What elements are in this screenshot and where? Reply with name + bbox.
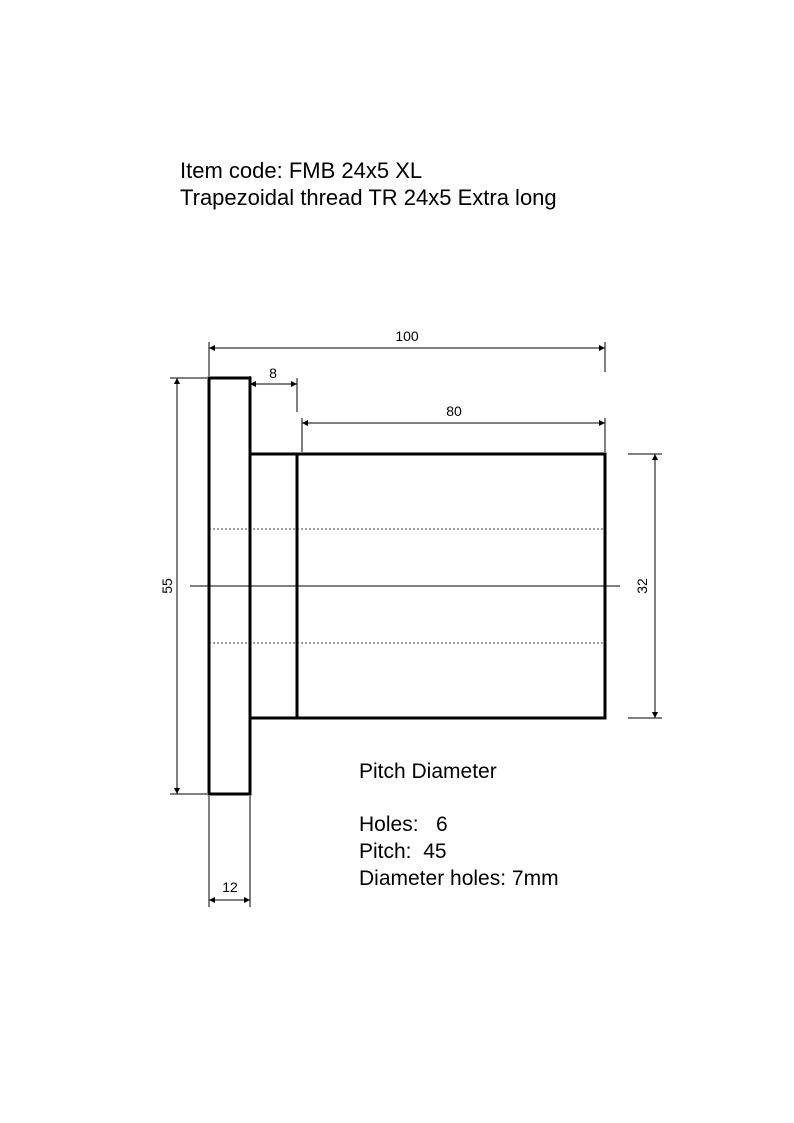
pitch-notes [359,758,559,892]
notes-title: Pitch Diameter [359,760,497,783]
dim-label-32: 32 [634,578,650,594]
dim-label-80: 80 [446,403,462,419]
pitch-value: Pitch: 45 [359,840,447,863]
dim-label-55: 55 [159,578,175,594]
hidden-lines [190,529,620,643]
thread-description: Trapezoidal thread TR 24x5 Extra long [180,185,557,210]
dim-label-8: 8 [269,365,277,381]
dim-label-100: 100 [395,328,419,344]
dim-label-12: 12 [222,879,238,895]
notes-spacer [359,785,559,811]
holes-count: Holes: 6 [359,813,448,836]
item-code: Item code: FMB 24x5 XL [180,158,423,183]
hole-diameter: Diameter holes: 7mm [359,867,559,890]
